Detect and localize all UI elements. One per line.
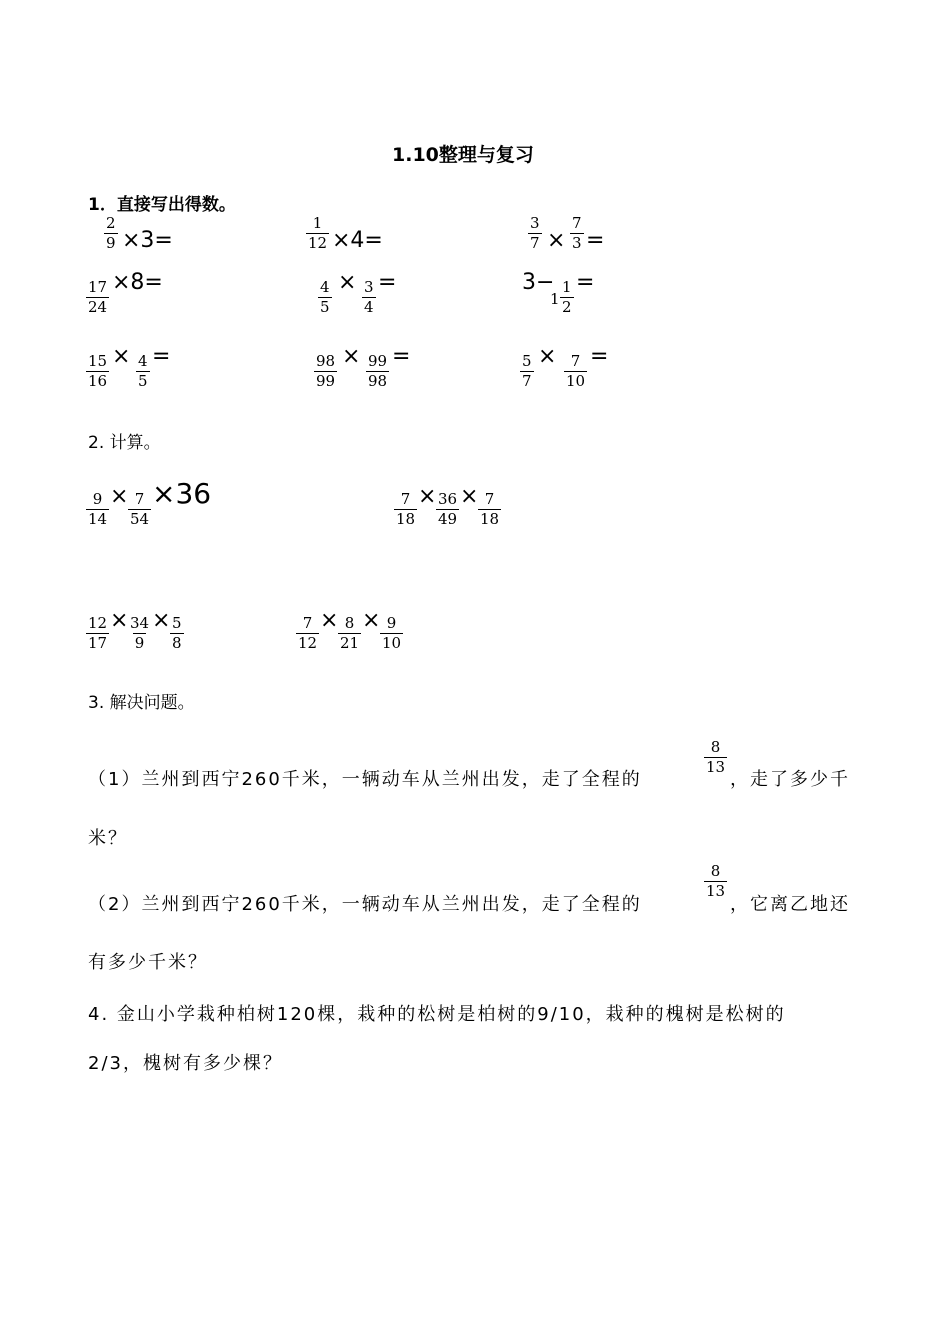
fraction <box>136 352 150 391</box>
denominator: 8 <box>172 634 182 652</box>
fraction <box>128 614 151 653</box>
fraction <box>520 352 534 391</box>
denominator: 54 <box>130 510 150 528</box>
fraction <box>306 214 329 253</box>
denominator: 49 <box>438 510 458 528</box>
denominator: 9 <box>134 634 145 652</box>
numerator: 7 <box>484 490 495 508</box>
numerator: 1 <box>562 278 572 296</box>
operator-text: × <box>538 344 557 369</box>
denominator: 18 <box>480 510 500 528</box>
fraction <box>86 278 109 317</box>
fraction <box>362 278 376 317</box>
fraction <box>478 490 501 529</box>
fraction <box>86 352 109 391</box>
operator-text: × <box>547 228 566 253</box>
operator-text: ×3= <box>122 228 173 253</box>
denominator: 5 <box>320 298 330 316</box>
operator-text: × <box>342 344 361 369</box>
fraction <box>436 490 459 529</box>
fraction <box>170 614 184 653</box>
denominator: 5 <box>138 372 148 390</box>
denominator: 10 <box>566 372 586 390</box>
question4-line1: 4. 金山小学栽种柏树120棵，栽种的松树是柏树的9/10，栽种的槐树是松树的 <box>88 1004 786 1025</box>
operator-text: = <box>392 344 411 369</box>
numerator: 7 <box>572 214 582 232</box>
fraction <box>296 614 319 653</box>
operator-text: ×36 <box>152 477 212 510</box>
numerator: 3 <box>530 214 540 232</box>
operator-text: = <box>576 270 595 295</box>
denominator: 4 <box>364 298 374 316</box>
numerator: 7 <box>134 490 145 508</box>
numerator: 4 <box>138 352 148 370</box>
numerator: 8 <box>710 862 721 880</box>
question2-fraction <box>704 862 727 901</box>
numerator: 36 <box>438 490 458 508</box>
operator-text: × <box>112 344 131 369</box>
numerator: 99 <box>368 352 388 370</box>
numerator: 7 <box>302 614 313 632</box>
numerator: 5 <box>172 614 182 632</box>
denominator: 18 <box>396 510 416 528</box>
numerator: 98 <box>316 352 336 370</box>
fraction <box>570 214 584 253</box>
section2-heading: 2. 计算。 <box>88 433 161 453</box>
denominator: 99 <box>316 372 336 390</box>
fraction <box>86 490 109 529</box>
operator-text: 3− <box>522 270 555 295</box>
numerator: 34 <box>130 614 150 632</box>
numerator: 2 <box>106 214 116 232</box>
fraction <box>104 214 118 253</box>
denominator: 2 <box>562 298 572 316</box>
denominator: 17 <box>88 634 108 652</box>
operator-text: × <box>338 270 357 295</box>
numerator: 8 <box>344 614 355 632</box>
question2-part2: ，它离乙地还 <box>730 894 850 915</box>
fraction <box>380 614 403 653</box>
denominator: 98 <box>368 372 388 390</box>
section1-heading: 1．直接写出得数。 <box>88 195 236 215</box>
question2-part1: （2）兰州到西宁260千米，一辆动车从兰州出发，走了全程的 <box>88 894 642 915</box>
denominator: 10 <box>382 634 402 652</box>
numerator: 8 <box>710 738 721 756</box>
operator-text: × <box>460 484 479 509</box>
denominator: 24 <box>88 298 108 316</box>
operator-text: × <box>110 608 129 633</box>
question1-part1: （1）兰州到西宁260千米，一辆动车从兰州出发，走了全程的 <box>88 769 642 790</box>
operator-text: ×8= <box>112 270 163 295</box>
question1-part2: ，走了多少千 <box>730 769 850 790</box>
denominator: 21 <box>340 634 360 652</box>
denominator: 13 <box>706 882 726 900</box>
numerator: 15 <box>88 352 108 370</box>
denominator: 7 <box>530 234 540 252</box>
fraction <box>560 278 574 317</box>
numerator: 3 <box>364 278 374 296</box>
fraction <box>314 352 337 391</box>
section3-heading: 3. 解决问题。 <box>88 693 195 713</box>
denominator: 9 <box>106 234 116 252</box>
fraction <box>394 490 417 529</box>
mixed-whole: 1 <box>550 290 560 308</box>
operator-text: × <box>362 608 381 633</box>
numerator: 7 <box>570 352 581 370</box>
denominator: 13 <box>706 758 726 776</box>
page-title: 1.10整理与复习 <box>392 144 534 166</box>
operator-text: ×4= <box>332 228 383 253</box>
fraction <box>564 352 587 391</box>
operator-text: = <box>378 270 397 295</box>
question2-line2: 有多少千米？ <box>88 952 208 973</box>
question1-line2: 米？ <box>88 828 128 849</box>
numerator: 1 <box>312 214 323 232</box>
fraction <box>366 352 389 391</box>
question4-line2: 2/3，槐树有多少棵？ <box>88 1053 283 1074</box>
numerator: 9 <box>92 490 103 508</box>
denominator: 16 <box>88 372 108 390</box>
denominator: 12 <box>308 234 328 252</box>
fraction <box>528 214 542 253</box>
operator-text: = <box>586 228 605 253</box>
question2-text <box>88 890 642 916</box>
operator-text: × <box>320 608 339 633</box>
numerator: 7 <box>400 490 411 508</box>
fraction <box>318 278 332 317</box>
numerator: 5 <box>522 352 532 370</box>
denominator: 7 <box>522 372 532 390</box>
question1-fraction <box>704 738 727 777</box>
fraction <box>128 490 151 529</box>
operator-text: × <box>152 608 171 633</box>
numerator: 17 <box>88 278 108 296</box>
operator-text: = <box>590 344 609 369</box>
denominator: 14 <box>88 510 108 528</box>
denominator: 12 <box>298 634 318 652</box>
fraction <box>86 614 109 653</box>
fraction <box>338 614 361 653</box>
numerator: 4 <box>320 278 330 296</box>
question1-text <box>88 765 642 791</box>
operator-text: = <box>152 344 171 369</box>
operator-text: × <box>418 484 437 509</box>
numerator: 9 <box>386 614 397 632</box>
operator-text: × <box>110 484 129 509</box>
numerator: 12 <box>88 614 108 632</box>
denominator: 3 <box>572 234 582 252</box>
